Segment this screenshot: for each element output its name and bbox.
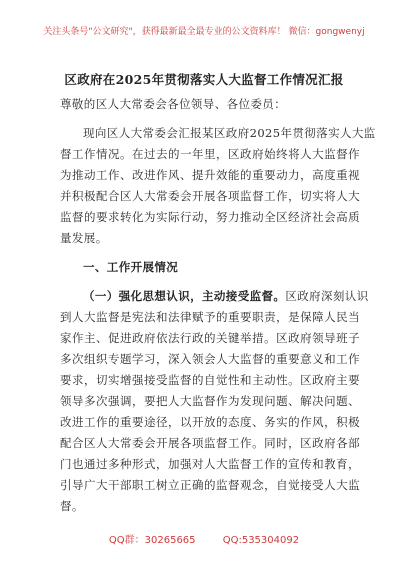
paragraph-lead: （一）强化思想认识，主动接受监督。 xyxy=(83,289,286,303)
intro-line: 督工作情况。在过去的一年里，区政府始终将人大监督作 xyxy=(60,147,360,161)
paragraph-line: 引导广大干部职工树立正确的监督观念，自觉接受人大监 xyxy=(60,478,360,492)
paragraph-line: 配合区人大常委会开展各项监督工作。同时，区政府各部 xyxy=(60,436,360,450)
paragraph-first-line xyxy=(83,288,369,304)
intro-line: 监督的要求转化为实际行动，努力推动全区经济社会高质 xyxy=(60,210,360,224)
intro-line: 并积极配合区人大常委会开展各项监督工作，切实将人大 xyxy=(60,189,360,203)
paragraph-line: 到人大监督是宪法和法律赋予的重要职责，是保障人民当 xyxy=(60,310,360,324)
paragraph-line: 多次组织专题学习，深入领会人大监督的重要意义和工作 xyxy=(60,352,360,366)
paragraph-line: 领导多次强调，要把人大监督作为发现问题、解决问题、 xyxy=(60,394,360,408)
salutation: 尊敬的区人大常委会各位领导、各位委员： xyxy=(60,97,287,111)
paragraph-line: 要求，切实增强接受监督的自觉性和主动性。区政府主要 xyxy=(60,373,360,387)
footer-contact xyxy=(0,531,408,546)
document-title: 区政府在2025年贯彻落实人大监督工作情况汇报 xyxy=(64,72,344,87)
paragraph-line: 门也通过多种形式，加强对人大监督工作的宣传和教育， xyxy=(60,457,360,471)
footer-qq-group: QQ群：30265665 xyxy=(108,535,196,546)
footer-qq: QQ:535304092 xyxy=(222,535,300,546)
paragraph-line: 督。 xyxy=(60,499,84,513)
intro-line: 为推动工作、改进作风、提升效能的重要动力，高度重视 xyxy=(60,168,360,182)
header-banner: 关注头条号"公文研究"，获得最新最全最专业的公文资料库！ 微信：gongwenyj xyxy=(43,27,365,37)
paragraph-first-rest: 区政府深刻认识 xyxy=(285,289,369,303)
section-heading: 一、工作开展情况 xyxy=(83,260,179,274)
intro-line: 量发展。 xyxy=(60,231,108,245)
paragraph-line: 家作主、促进政府依法行政的关键举措。区政府领导班子 xyxy=(60,331,360,345)
paragraph-line: 改进工作的重要途径，以开放的态度、务实的作风，积极 xyxy=(60,415,360,429)
intro-line: 现向区人大常委会汇报某区政府2025年贯彻落实人大监 xyxy=(83,126,376,140)
